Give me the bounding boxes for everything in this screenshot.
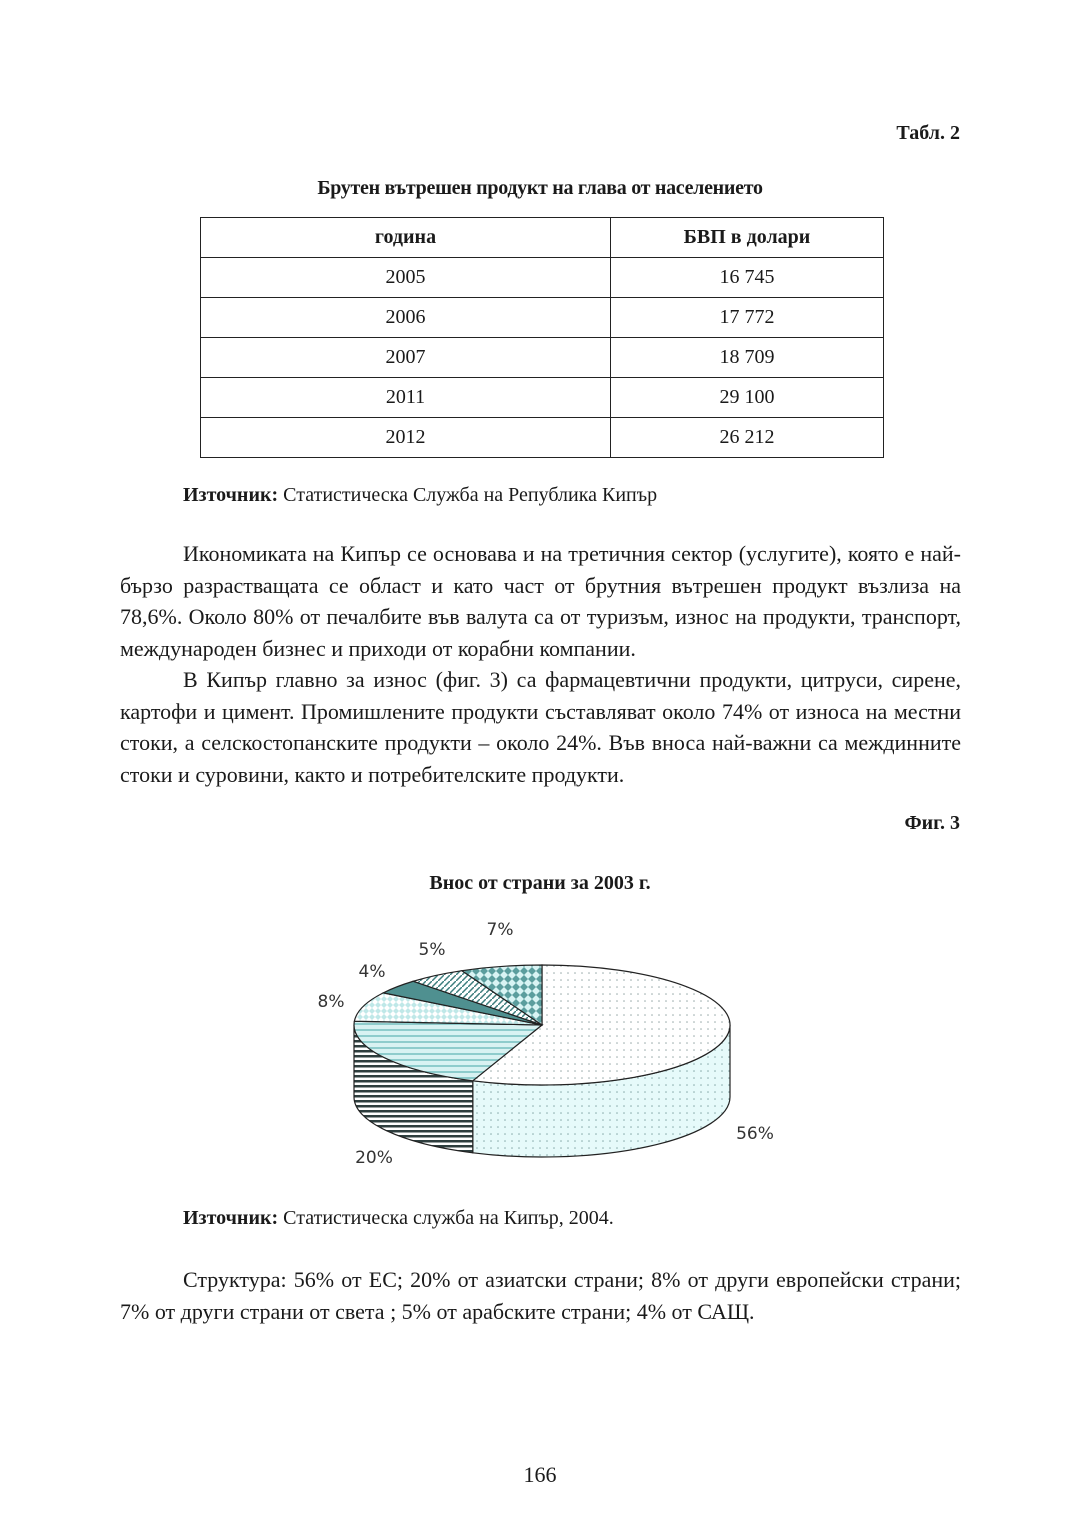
cell-gdp: 29 100: [611, 378, 884, 418]
pie-slice-label: 5%: [418, 940, 446, 960]
table-row: [201, 298, 884, 338]
structure-text: Структура: 56% от ЕС; 20% от азиатски страни; 8% от други европейски страни; 7% от други страни от света ; 5% от арабските страни; 4% от САЩ.: [120, 1267, 961, 1324]
table-source: [183, 484, 657, 507]
paragraph: В Кипър главно за износ (фиг. 3) са фармацевтични продукти, цитруси, сирене, картофи и цимент. Промишлените продукти съставляват около 74% от износа на местни стоки, а селскостопанските продукти – около 24%. Във вноса най-важни са междинните стоки и суровини, както и потребителските продукти.: [120, 667, 961, 787]
table-row: [201, 378, 884, 418]
cell-year: 2011: [201, 378, 611, 418]
table-row: [201, 258, 884, 298]
header-gdp: БВП в долари: [611, 218, 884, 258]
cell-gdp: 26 212: [611, 418, 884, 458]
table-header-row: [201, 218, 884, 258]
cell-year: 2006: [201, 298, 611, 338]
pie-chart: [300, 915, 780, 1175]
cell-gdp: 17 772: [611, 298, 884, 338]
figure-source-text: Статистическа служба на Кипър, 2004.: [278, 1207, 614, 1229]
pie-slice-label: 20%: [355, 1148, 393, 1168]
cell-year: 2005: [201, 258, 611, 298]
table-row: [201, 418, 884, 458]
table-source-label: Източник:: [183, 484, 279, 506]
cell-year: 2007: [201, 338, 611, 378]
table-source-text: Статистическа Служба на Република Кипър: [278, 484, 658, 506]
figure-source: [183, 1207, 614, 1230]
cell-year: 2012: [201, 418, 611, 458]
chart-title: Внос от страни за 2003 г.: [429, 872, 651, 894]
pie-slice-label: 4%: [358, 962, 386, 982]
page-number: 166: [523, 1462, 557, 1487]
table-row: [201, 338, 884, 378]
figure-source-label: Източник:: [183, 1207, 279, 1229]
header-year: година: [201, 218, 611, 258]
cell-gdp: 18 709: [611, 338, 884, 378]
pie-slice-label: 7%: [486, 920, 514, 940]
figure-label: Фиг. 3: [904, 812, 960, 834]
cell-gdp: 16 745: [611, 258, 884, 298]
pie-slice-label: 56%: [736, 1124, 774, 1144]
structure-block: [120, 1264, 961, 1327]
body-text: [120, 538, 961, 790]
paragraph: Икономиката на Кипър се основава и на третичния сектор (услугите), която е най-бързо разрастващата се област и като част от брутния вътрешен продукт възлиза на 78,6%. Около 80% от печалбите във валута са от туризъм, износ на продукти, транспорт, международен бизнес и приходи от корабни компании.: [120, 541, 961, 661]
pie-slice-label: 8%: [317, 992, 345, 1012]
table-title: Брутен вътрешен продукт на глава от населението: [317, 177, 763, 199]
table-label: Табл. 2: [896, 122, 960, 144]
gdp-table: [200, 217, 884, 458]
